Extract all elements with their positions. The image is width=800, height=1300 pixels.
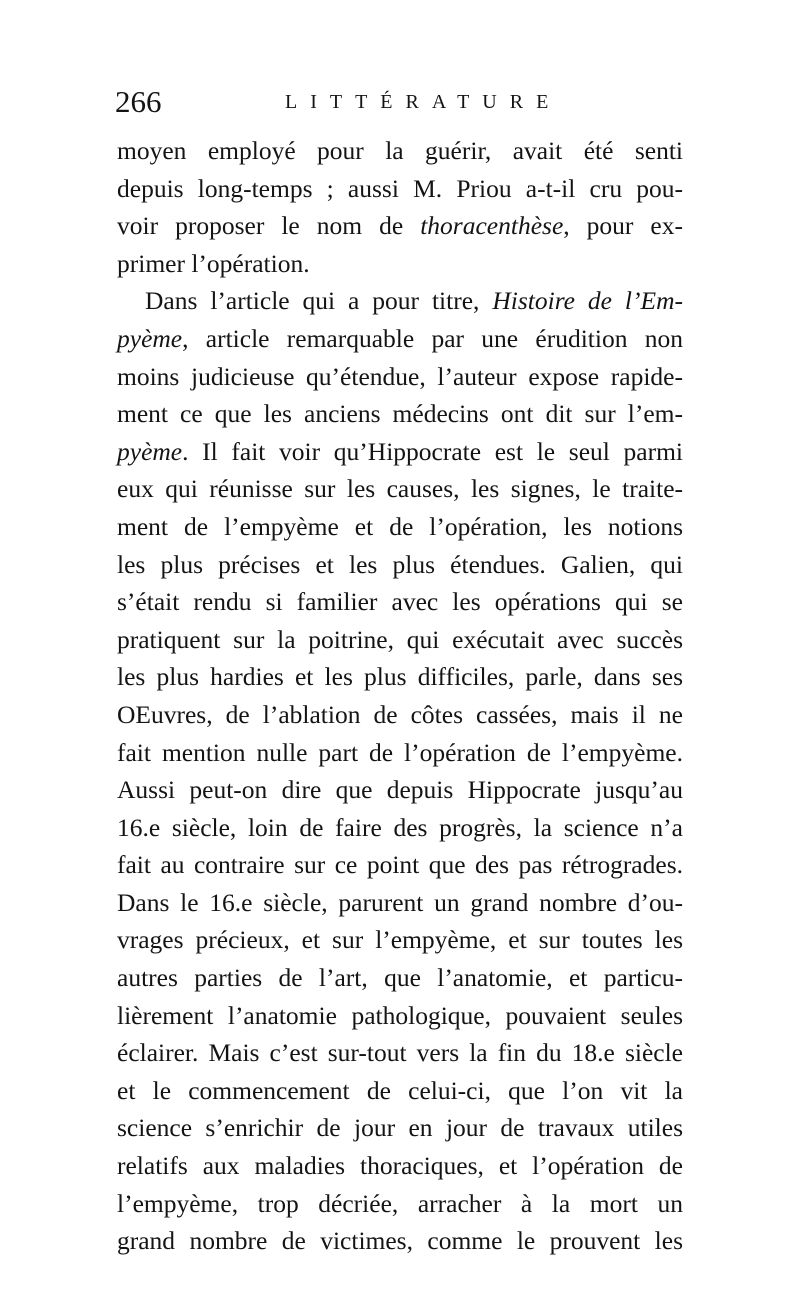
text-line: relatifs aux maladies thoraciques, et l’opération de [117, 1151, 683, 1181]
text-line: s’était rendu si familier avec les opérations qui se [117, 587, 683, 617]
text-line: vrages précieux, et sur l’empyème, et sur toutes les [117, 925, 683, 955]
text-line: fait au contraire sur ce point que des pas rétrogrades. [117, 850, 683, 880]
text-line: pyème, article remarquable par une érudition non [117, 323, 683, 353]
text-line: ment ce que les anciens médecins ont dit sur l’em- [117, 399, 683, 429]
text-line: OEuvres, de l’ablation de côtes cassées, mais il ne [117, 699, 683, 729]
text-line: éclairer. Mais c’est sur-tout vers la fin du 18.e siècle [117, 1038, 683, 1068]
text-line: eux qui réunisse sur les causes, les signes, le traite- [117, 474, 683, 504]
text-line: grand nombre de victimes, comme le prouvent les [117, 1226, 683, 1256]
running-head: LITTÉRATURE [285, 91, 562, 113]
text-line: les plus hardies et les plus difficiles, parle, dans ses [117, 662, 683, 692]
text-line: moins judicieuse qu’étendue, l’auteur expose rapide- [117, 361, 683, 391]
text-line: primer l’opération. [117, 248, 310, 278]
text-line: pratiquent sur la poitrine, qui exécutait avec succès [117, 624, 683, 654]
page-number: 266 [115, 84, 162, 119]
text-line: fait mention nulle part de l’opération de l’empyème. [117, 737, 683, 767]
text-line: les plus précises et les plus étendues. Galien, qui [117, 549, 683, 579]
text-line: depuis long-temps ; aussi M. Priou a-t-il cru pou- [117, 173, 683, 203]
text-line: science s’enrichir de jour en jour de travaux utiles [117, 1113, 683, 1143]
text-line: Dans l’article qui a pour titre, Histoire de l’Em- [145, 286, 683, 316]
body-text [117, 132, 683, 1260]
text-line: Aussi peut-on dire que depuis Hippocrate jusqu’au [117, 775, 683, 805]
page-header [115, 84, 680, 124]
text-line: moyen employé pour la guérir, avait été senti [117, 136, 683, 165]
text-line: autres parties de l’art, que l’anatomie, et particu- [117, 963, 683, 993]
text-line: ment de l’empyème et de l’opération, les notions [117, 511, 683, 541]
text-line: lièrement l’anatomie pathologique, pouvaient seules [117, 1000, 683, 1030]
text-line: pyème. Il fait voir qu’Hippocrate est le seul parmi [117, 436, 683, 466]
text-line: Dans le 16.e siècle, parurent un grand nombre d’ou- [117, 887, 683, 917]
text-line: voir proposer le nom de thoracenthèse, pour ex- [117, 211, 683, 241]
text-line: 16.e siècle, loin de faire des progrès, la science n’a [117, 812, 683, 842]
text-line: l’empyème, trop décriée, arracher à la mort un [117, 1188, 683, 1218]
text-line: et le commencement de celui-ci, que l’on vit la [117, 1075, 683, 1105]
